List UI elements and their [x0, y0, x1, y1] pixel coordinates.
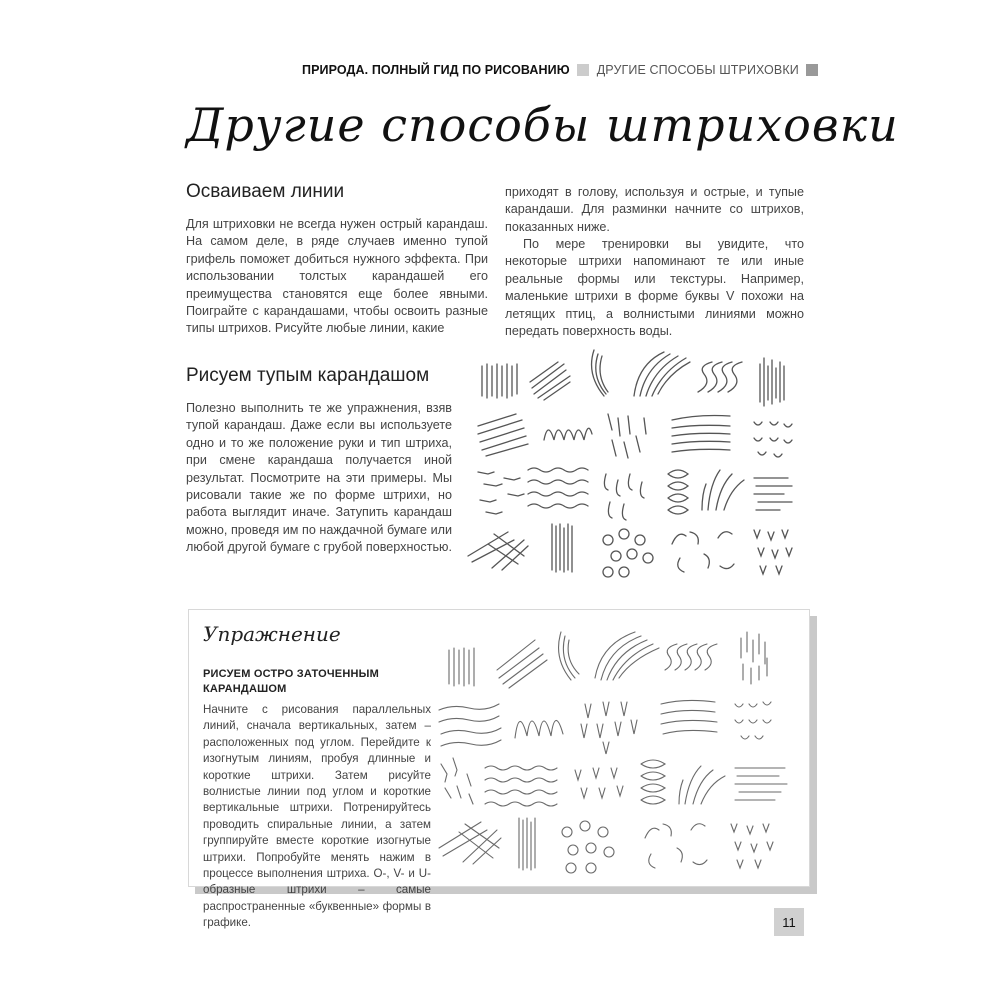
- exercise-subtitle: РИСУЕМ ОСТРО ЗАТОЧЕННЫМ КАРАНДАШОМ: [203, 668, 379, 695]
- chapter-title: ДРУГИЕ СПОСОБЫ ШТРИХОВКИ: [596, 63, 799, 77]
- section1-paragraph1: Для штриховки не всегда нужен острый карандаш. На самом деле, в ряде случаев именно тупой грифель поможет добиться нужного эффекта. При использовании толстых карандашей его преимущества становятся еще более явными. Поиграйте с карандашами, чтобы освоить разные типы штрихов. Рисуйте любые линии, какие: [186, 217, 488, 336]
- book-title: ПРИРОДА. ПОЛНЫЙ ГИД ПО РИСОВАНИЮ: [302, 63, 570, 77]
- section1-paragraph2: По мере тренировки вы увидите, что некоторые штрихи напоминают те или иные реальные формы или текстуры. Например, маленькие штрихи в форме буквы V похожи на летящих птиц, а волнистыми линиями можно передать поверхность воды.: [505, 237, 804, 339]
- exercise-title: Упражнение: [203, 622, 341, 646]
- page-title: Другие способы штриховки: [186, 98, 899, 152]
- blunt-pencil-strokes-illustration: [458, 344, 804, 584]
- section2-paragraph: Полезно выполнить те же упражнения, взяв тупой карандаш. Даже если вы используете одно и то же положение руки и тип штриха, при смене карандаша получается иной результат. Посмотрите на эти примеры. Мы рисовали такие же по форме штрихи, но работа выглядит иначе. Затупить карандаш можно, проведя им по наждачной бумаге или любой другой бумаге с грубой поверхностью.: [186, 401, 452, 555]
- separator-square-dark: [806, 64, 818, 76]
- running-head: [302, 60, 818, 80]
- page-number: 11: [774, 908, 804, 936]
- section1-paragraph1-continued: приходят в голову, используя и острые, и тупые карандаши. Для разминки начните со штрихов, показанных ниже.: [505, 185, 804, 234]
- separator-square-light: [577, 64, 589, 76]
- exercise-body: Начните с рисования параллельных линий, сначала вертикальных, затем – расположенных под углом. Перейдите к изогнутым линиям, пробуя длинные и короткие штрихи. Затем рисуйте волнистые линии под углом и короткие вертикальные штрихи. Потренируйтесь проводить спиральные линии, а затем группируйте вместе короткие изогнутые штрихи. Попробуйте менять нажим в процессе выполнения штриха. О-, V- и U-образные штрихи – самые распространенные «буквенные» формы в графике.: [203, 703, 431, 930]
- section-heading-lines: Осваиваем линии: [186, 181, 345, 202]
- sharp-pencil-strokes-illustration: [435, 618, 805, 880]
- section-heading-blunt-pencil: Рисуем тупым карандашом: [186, 365, 430, 386]
